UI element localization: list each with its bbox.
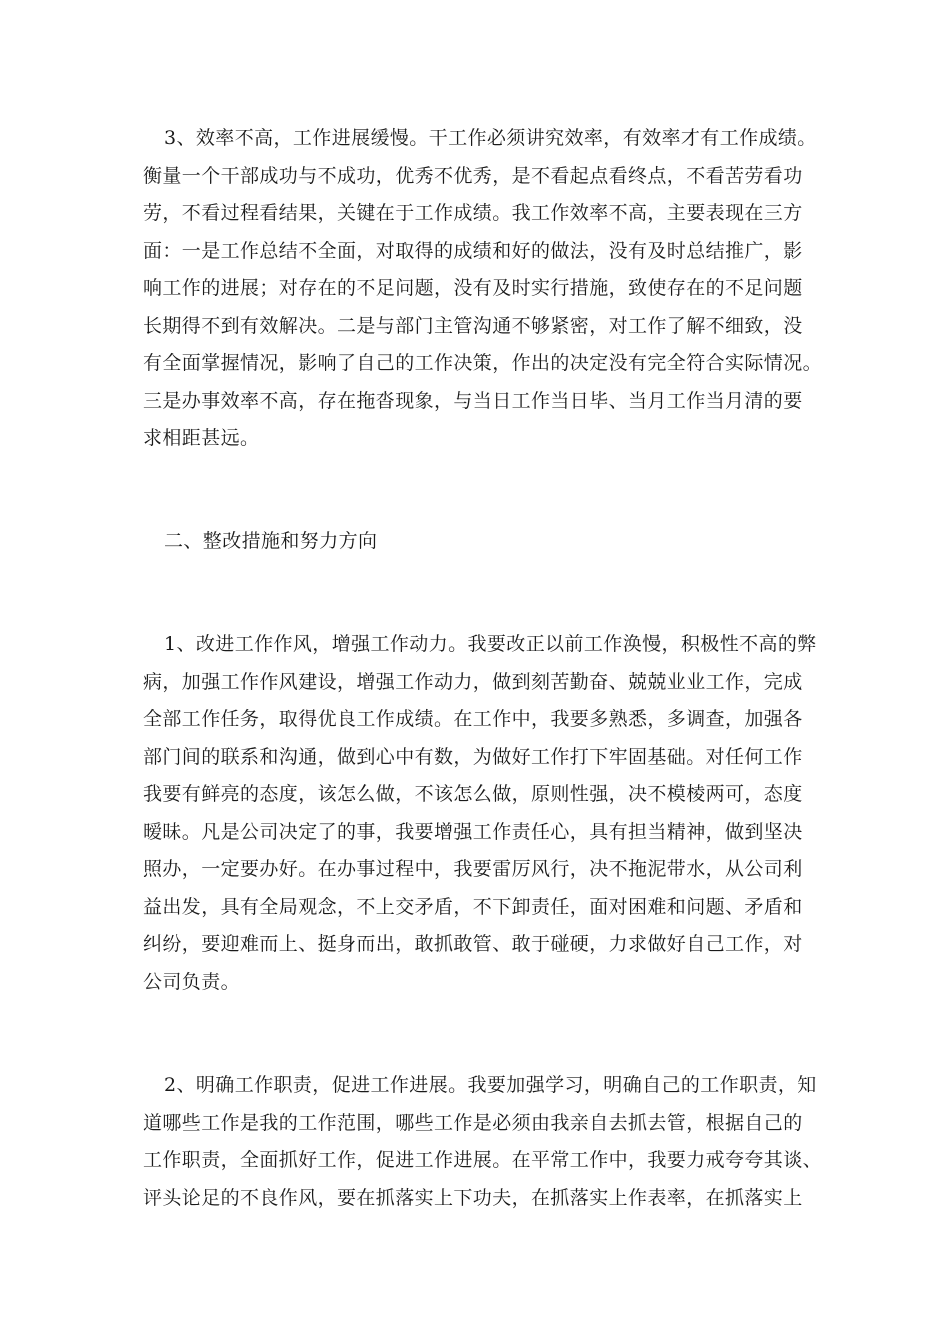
text-line: 劳，不看过程看结果，关键在于工作成绩。我工作效率不高，主要表现在三方: [143, 202, 803, 224]
text-line: 纠纷，要迎难而上、挺身而出，敢抓敢管、敢于碰硬，力求做好自己工作，对: [143, 933, 803, 955]
text-line: 1、改进工作作风，增强工作动力。我要改正以前工作涣慢，积极性不高的弊: [164, 633, 817, 655]
section-heading: 二、整改措施和努力方向: [164, 530, 378, 552]
text-line: 暧昧。凡是公司决定了的事，我要增强工作责任心，具有担当精神，做到坚决: [143, 821, 803, 843]
text-line: 全部工作任务，取得优良工作成绩。在工作中，我要多熟悉，多调查，加强各: [143, 708, 803, 730]
text-line: 三是办事效率不高，存在拖沓现象，与当日工作当日毕、当月工作当月清的要: [143, 390, 803, 412]
text-line: 长期得不到有效解决。二是与部门主管沟通不够紧密，对工作了解不细致，没: [143, 315, 803, 337]
text-line: 面：一是工作总结不全面，对取得的成绩和好的做法，没有及时总结推广，影: [143, 240, 803, 262]
text-line: 照办，一定要办好。在办事过程中，我要雷厉风行，决不拖泥带水，从公司利: [143, 858, 803, 880]
text-line: 2、明确工作职责，促进工作进展。我要加强学习，明确自己的工作职责，知: [164, 1074, 817, 1096]
text-line: 部门间的联系和沟通，做到心中有数，为做好工作打下牢固基础。对任何工作: [143, 746, 803, 768]
text-line: 3、效率不高，工作进展缓慢。干工作必须讲究效率，有效率才有工作成绩。: [164, 127, 817, 149]
text-line: 评头论足的不良作风，要在抓落实上下功夫，在抓落实上作表率，在抓落实上: [143, 1187, 803, 1209]
text-line: 求相距甚远。: [143, 427, 260, 449]
text-line: 我要有鲜亮的态度，该怎么做，不该怎么做，原则性强，决不模棱两可，态度: [143, 783, 803, 805]
text-line: 道哪些工作是我的工作范围，哪些工作是必须由我亲自去抓去管，根据自己的: [143, 1112, 803, 1134]
text-line: 响工作的进展；对存在的不足问题，没有及时实行措施，致使存在的不足问题: [143, 277, 803, 299]
text-line: 工作职责，全面抓好工作，促进工作进展。在平常工作中，我要力戒夸夸其谈、: [143, 1149, 823, 1171]
text-line: 益出发，具有全局观念，不上交矛盾，不下卸责任，面对困难和问题、矛盾和: [143, 896, 803, 918]
text-line: 病，加强工作作风建设，增强工作动力，做到刻苦勤奋、兢兢业业工作，完成: [143, 671, 803, 693]
text-line: 衡量一个干部成功与不成功，优秀不优秀，是不看起点看终点，不看苦劳看功: [143, 165, 803, 187]
text-line: 公司负责。: [143, 971, 241, 993]
text-line: 有全面掌握情况，影响了自己的工作决策，作出的决定没有完全符合实际情况。: [143, 352, 823, 374]
